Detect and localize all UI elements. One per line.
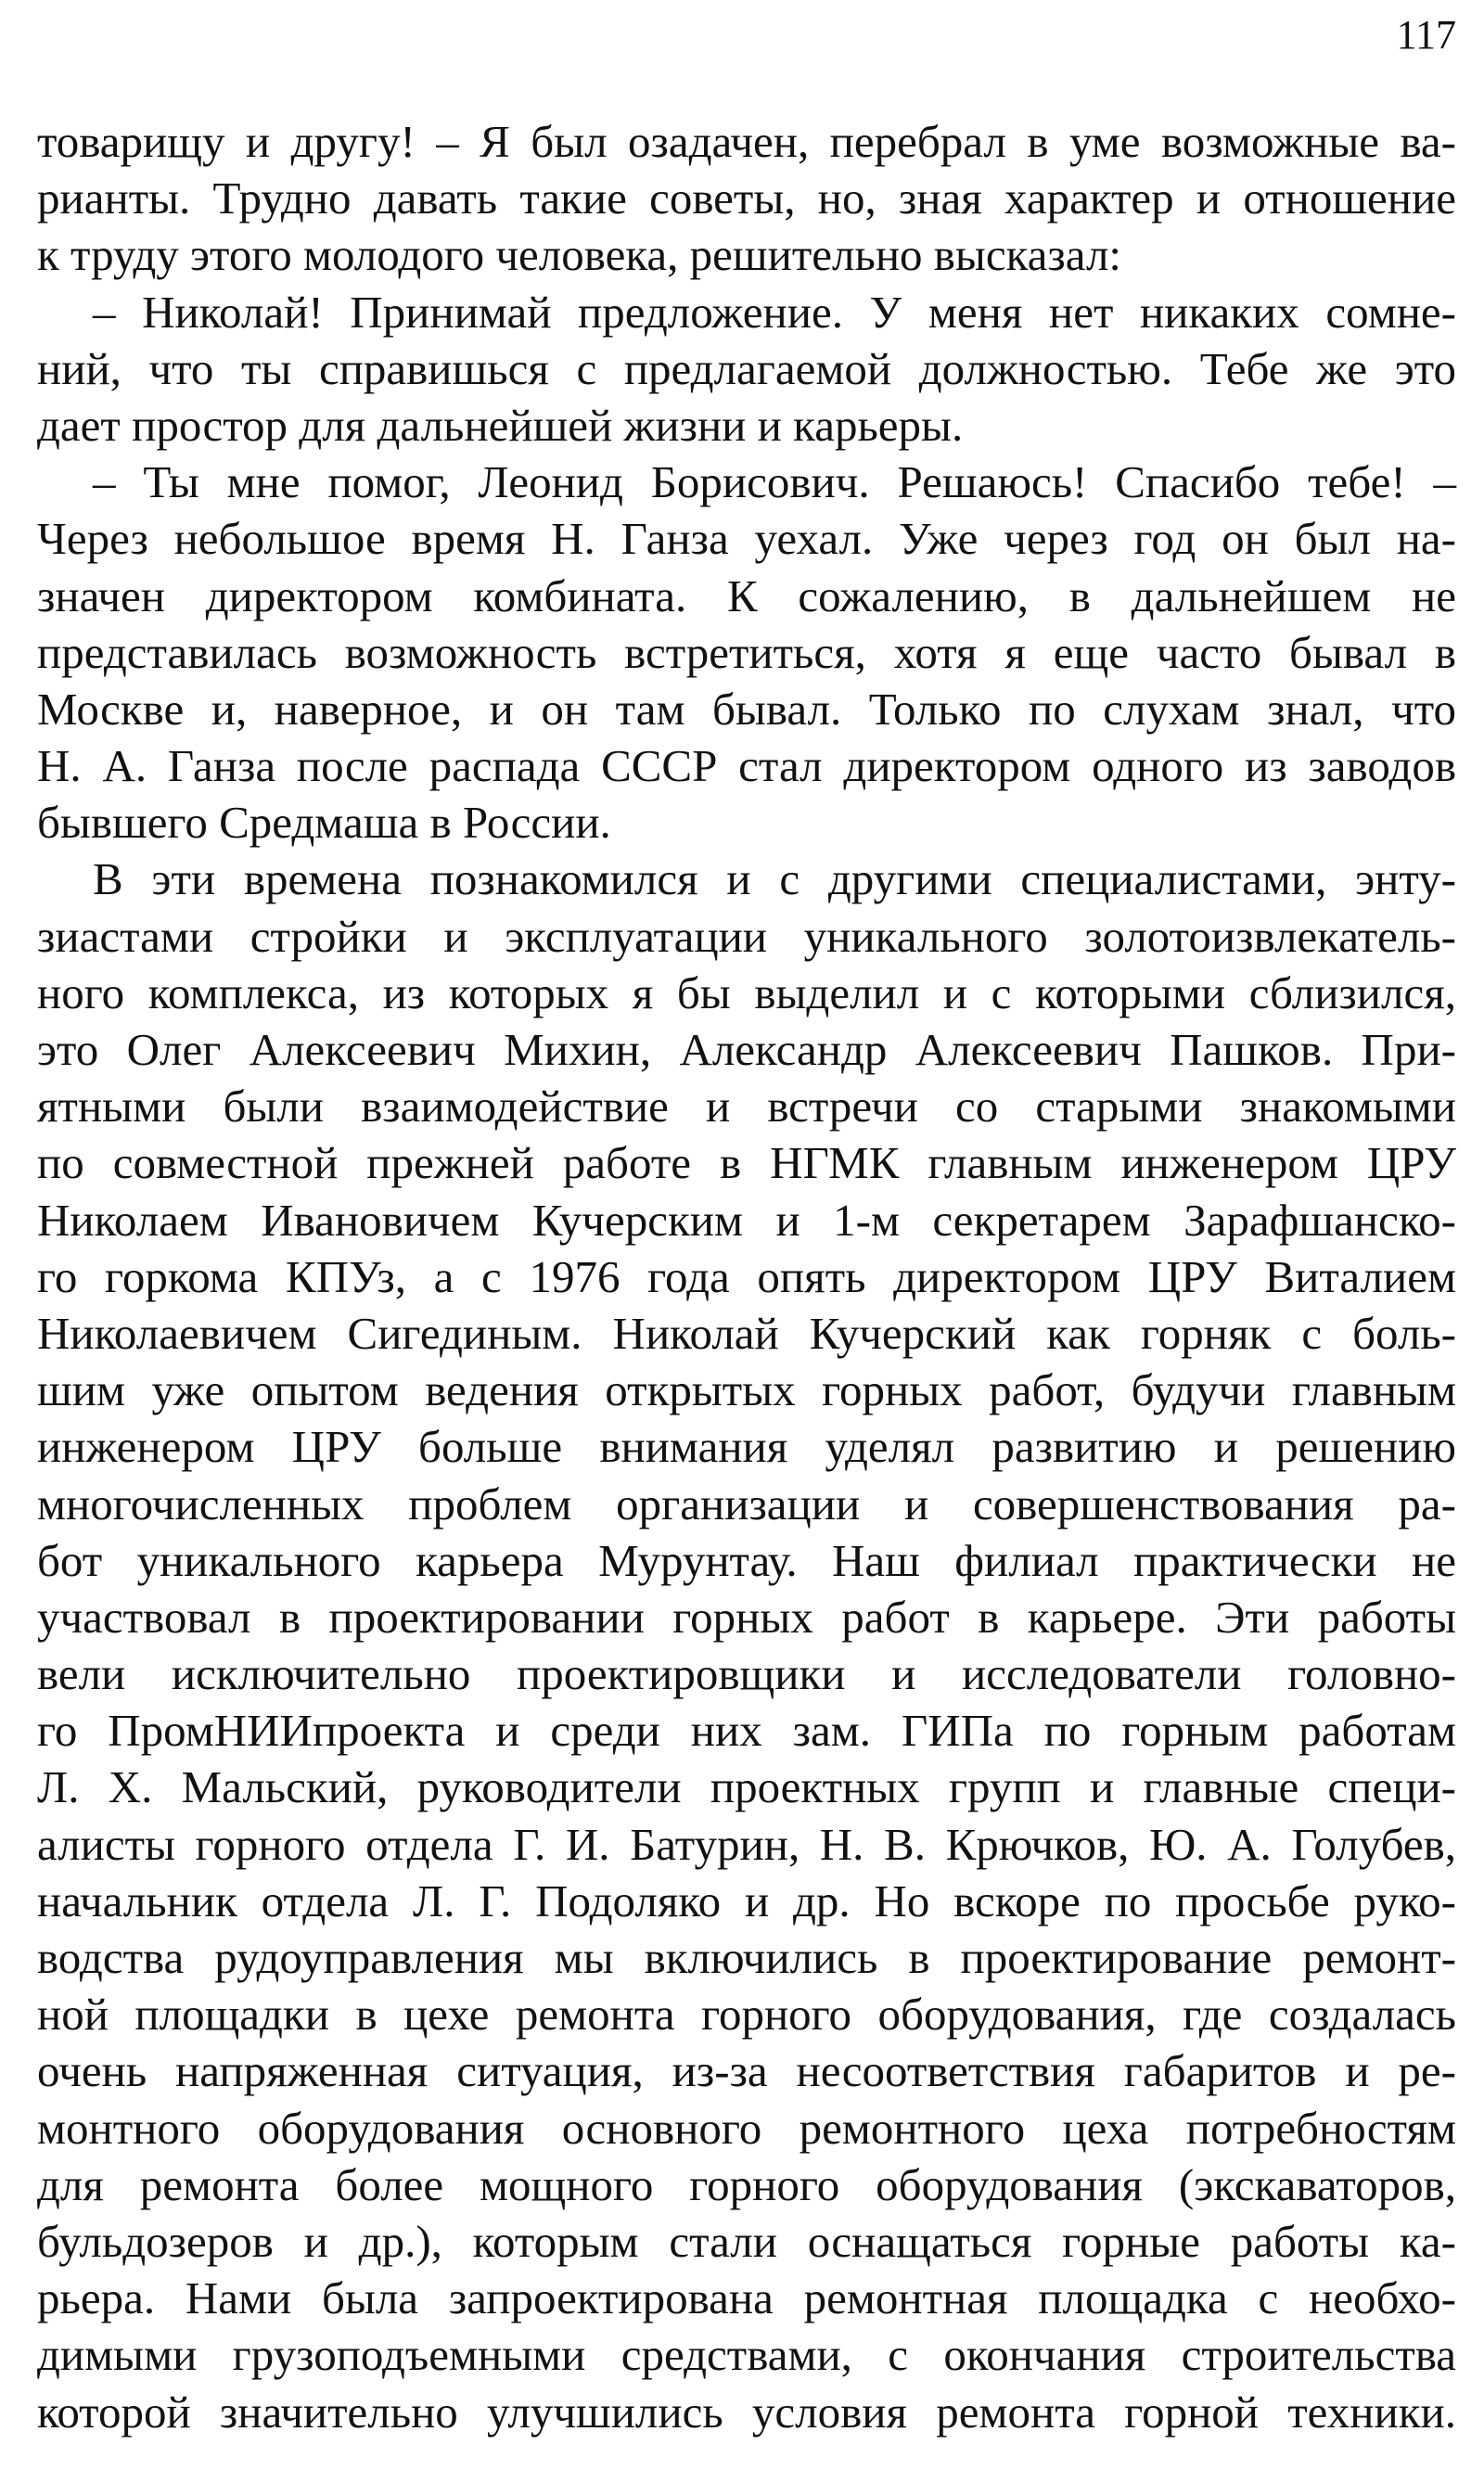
text-line: В эти времена познакомился и с другими специалистами, энту- xyxy=(93,853,1456,905)
text-line: ного комплекса, из которых я бы выделил и с которыми сблизился, xyxy=(37,966,1456,1018)
text-line: бот уникального карьера Мурунтау. Наш филиал практически не xyxy=(37,1534,1456,1586)
text-line: очень напряженная ситуация, из-за несоответствия габаритов и ре- xyxy=(37,2045,1456,2097)
text-line: монтного оборудования основного ремонтного цеха потребностям xyxy=(37,2102,1456,2154)
text-line: рианты. Трудно давать такие советы, но, зная характер и отношение xyxy=(37,173,1456,224)
text-line: Н. А. Ганза после распада СССР стал директором одного из заводов xyxy=(37,740,1456,792)
text-line: го ПромНИИпроекта и среди них зам. ГИПа по горным работам xyxy=(37,1705,1456,1757)
text-line: товарищу и другу! – Я был озадачен, перебрал в уме возможные ва- xyxy=(37,116,1456,167)
text-line: начальник отдела Л. Г. Подоляко и др. Но вскоре по просьбе руко- xyxy=(37,1875,1456,1926)
text-line: шим уже опытом ведения открытых горных работ, будучи главным xyxy=(37,1364,1456,1416)
text-line: которой значительно улучшились условия ремонта горной техники. xyxy=(37,2386,1456,2438)
text-line: Москве и, наверное, и он там бывал. Только по слухам знал, что xyxy=(37,683,1456,735)
text-line: зиастами стройки и эксплуатации уникального золотоизвлекатель- xyxy=(37,910,1456,962)
text-line: к труду этого молодого человека, решительно высказал: xyxy=(37,229,1122,281)
body-text xyxy=(37,113,1456,2440)
text-line: по совместной прежней работе в НГМК главным инженером ЦРУ xyxy=(37,1137,1456,1189)
text-line: значен директором комбината. К сожалению, в дальнейшем не xyxy=(37,570,1456,621)
text-line: многочисленных проблем организации и совершенствования ра- xyxy=(37,1478,1456,1529)
text-line: для ремонта более мощного горного оборудования (экскаваторов, xyxy=(37,2158,1456,2210)
text-line: бульдозеров и др.), которым стали оснащаться горные работы ка- xyxy=(37,2215,1456,2267)
text-line: Николаем Ивановичем Кучерским и 1-м секретарем Зарафшанско- xyxy=(37,1194,1456,1246)
text-line: водства рудоуправления мы включились в проектирование ремонт- xyxy=(37,1932,1456,1983)
text-line: представилась возможность встретиться, хотя я еще часто бывал в xyxy=(37,626,1456,678)
text-line: Л. Х. Мальский, руководители проектных групп и главные специ- xyxy=(37,1761,1456,1813)
text-line: участвовал в проектировании горных работ в карьере. Эти работы xyxy=(37,1591,1456,1643)
text-line: Через небольшое время Н. Ганза уехал. Уже через год он был на- xyxy=(37,513,1456,565)
text-line: го горкома КПУз, а с 1976 года опять директором ЦРУ Виталием xyxy=(37,1250,1456,1302)
text-line: дает простор для дальнейшей жизни и карьеры. xyxy=(37,399,964,451)
text-line: вели исключительно проектировщики и исследователи головно- xyxy=(37,1648,1456,1700)
page-number: 117 xyxy=(1396,12,1456,58)
text-line: ятными были взаимодействие и встречи со старыми знакомыми xyxy=(37,1081,1456,1133)
text-line: – Николай! Принимай предложение. У меня нет никаких сомне- xyxy=(93,286,1456,338)
text-line: инженером ЦРУ больше внимания уделял развитию и решению xyxy=(37,1421,1456,1473)
text-line: ной площадки в цехе ремонта горного оборудования, где создалась xyxy=(37,1989,1456,2041)
text-line: это Олег Алексеевич Михин, Александр Алексеевич Пашков. При- xyxy=(37,1024,1456,1075)
text-line: – Ты мне помог, Леонид Борисович. Решаюсь! Спасибо тебе! – xyxy=(93,456,1456,508)
text-line: алисты горного отдела Г. И. Батурин, Н. В. Крючков, Ю. А. Голубев, xyxy=(37,1818,1456,1870)
text-line: ний, что ты справишься с предлагаемой должностью. Тебе же это xyxy=(37,342,1456,394)
text-line: рьера. Нами была запроектирована ремонтная площадка с необхо- xyxy=(37,2272,1456,2324)
text-line: Николаевичем Сигединым. Николай Кучерский как горняк с боль- xyxy=(37,1307,1456,1359)
text-line: бывшего Средмаша в России. xyxy=(37,797,611,849)
text-line: димыми грузоподъемными средствами, с окончания строительства xyxy=(37,2329,1456,2381)
